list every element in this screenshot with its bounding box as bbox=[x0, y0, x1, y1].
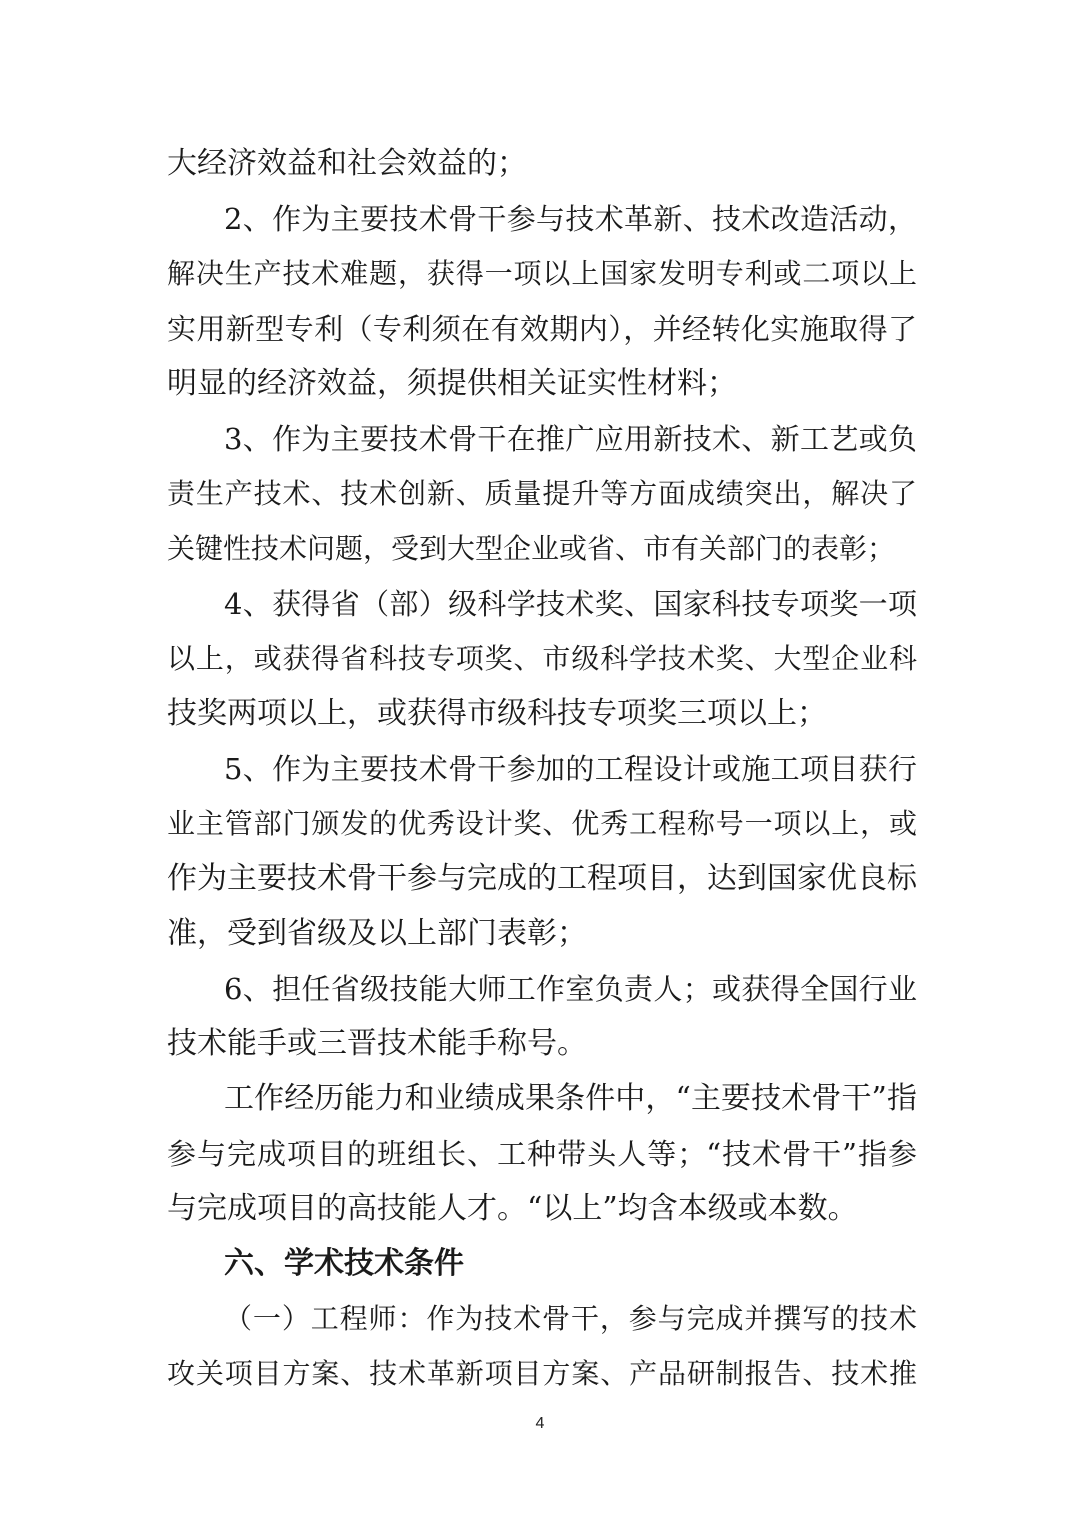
text-line: （一）工程师：作为技术骨干，参与完成并撰写的技术 bbox=[224, 1302, 917, 1335]
text-line: 攻关项目方案、技术革新项目方案、产品研制报告、技术推 bbox=[167, 1357, 917, 1390]
text-line: 关键性技术问题，受到大型企业或省、市有关部门的表彰； bbox=[167, 532, 896, 565]
text-line: 大经济效益和社会效益的； bbox=[167, 146, 527, 181]
section-heading: 六、学术技术条件 bbox=[224, 1246, 464, 1281]
text-line: 准，受到省级及以上部门表彰； bbox=[167, 916, 587, 951]
page-number: 4 bbox=[535, 1415, 545, 1432]
text-line: 技奖两项以上，或获得市级科技专项奖三项以上； bbox=[167, 696, 827, 731]
text-line: 责生产技术、技术创新、质量提升等方面成绩突出，解决了 bbox=[167, 477, 917, 510]
text-line: 业主管部门颁发的优秀设计奖、优秀工程称号一项以上，或 bbox=[167, 807, 917, 840]
text-line: 5、作为主要技术骨干参加的工程设计或施工项目获行 bbox=[224, 752, 917, 786]
text-line: 4、获得省（部）级科学技术奖、国家科技专项奖一项 bbox=[224, 587, 917, 621]
text-line: 实用新型专利（专利须在有效期内），并经转化实施取得了 bbox=[167, 312, 917, 346]
text-line: 作为主要技术骨干参与完成的工程项目，达到国家优良标 bbox=[167, 861, 917, 896]
text-line: 解决生产技术难题，获得一项以上国家发明专利或二项以上 bbox=[167, 257, 917, 290]
text-line: 以上，或获得省科技专项奖、市级科学技术奖、大型企业科 bbox=[167, 642, 917, 675]
text-line: 明显的经济效益，须提供相关证实性材料； bbox=[167, 366, 737, 401]
text-line: 3、作为主要技术骨干在推广应用新技术、新工艺或负 bbox=[224, 422, 917, 456]
text-line: 技术能手或三晋技术能手称号。 bbox=[167, 1026, 587, 1061]
text-line: 6、担任省级技能大师工作室负责人；或获得全国行业 bbox=[224, 972, 917, 1006]
text-line: 参与完成项目的班组长、工种带头人等；“技术骨干”指参 bbox=[167, 1137, 917, 1171]
text-line: 与完成项目的高技能人才。“以上”均含本级或本数。 bbox=[167, 1191, 858, 1226]
text-line: 工作经历能力和业绩成果条件中，“主要技术骨干”指 bbox=[224, 1081, 917, 1116]
text-line: 2、作为主要技术骨干参与技术革新、技术改造活动， bbox=[224, 202, 917, 236]
